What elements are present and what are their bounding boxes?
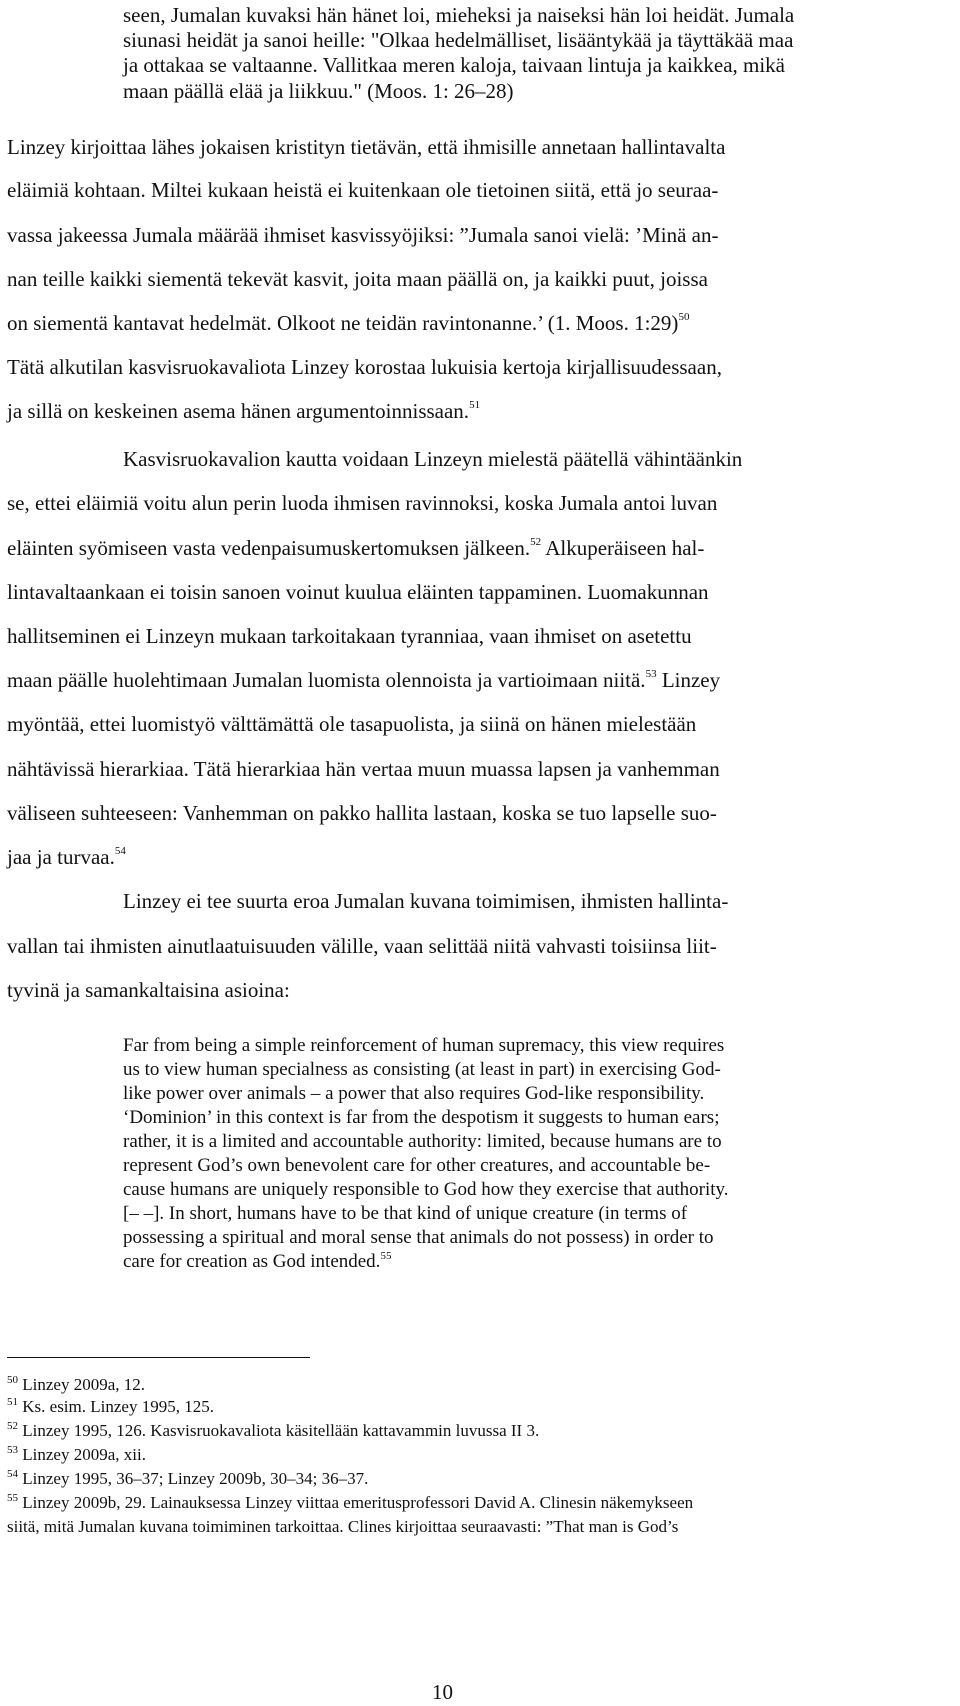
text-line: jaa ja turvaa.$^{54}$ <box>7 845 126 869</box>
text-line: vassa jakeessa Jumala määrää ihmiset kasvissyöjiksi: ”Jumala sanoi vielä: ’Minä an- <box>7 223 719 247</box>
text-line: se, ettei eläimiä voitu alun perin luoda ihmisen ravinnoksi, koska Jumala antoi luvan <box>7 491 718 515</box>
text-line: väliseen suhteeseen: Vanhemman on pakko hallita lastaan, koska se tuo lapselle suo- <box>7 801 717 825</box>
text-line: myöntää, ettei luomistyö välttämättä ole tasapuolista, ja siinä on hänen mielestään <box>7 712 697 736</box>
text-line: tyvinä ja samankaltaisina asioina: <box>7 978 290 1002</box>
footnote: $^{51}$ Ks. esim. Linzey 1995, 125. <box>7 1396 214 1416</box>
text-line: nan teille kaikki siementä tekevät kasvit, joita maan päällä on, ja kaikki puut, joissa <box>7 267 708 291</box>
text-line: ja ottakaa se valtaanne. Vallitkaa meren kaloja, taivaan lintuja ja kaikkea, mikä <box>123 53 786 77</box>
footnote-ref: 53 <box>645 668 657 680</box>
footnote-ref: 52 <box>530 536 542 548</box>
footnote: $^{54}$ Linzey 1995, 36–37; Linzey 2009b, 30–34; 36–37. <box>7 1468 369 1488</box>
text-line: Tätä alkutilan kasvisruokavaliota Linzey korostaa lukuisia kertoja kirjallisuudessaan, <box>7 355 722 379</box>
text-line: nähtävissä hierarkiaa. Tätä hierarkiaa hän vertaa muun muassa lapsen ja vanhemman <box>7 757 720 781</box>
footnote-separator <box>7 1357 310 1358</box>
quote-line: care for creation as God intended.$^{55}$ <box>123 1250 392 1272</box>
footnote-ref: 55 <box>380 1250 392 1262</box>
text-line: Kasvisruokavalion kautta voidaan Linzeyn mielestä päätellä vähintäänkin <box>123 447 743 471</box>
quote-line: cause humans are uniquely responsible to God how they exercise that authority. <box>123 1179 729 1200</box>
text-line: hallitseminen ei Linzeyn mukaan tarkoitakaan tyranniaa, vaan ihmiset on asetettu <box>7 624 692 648</box>
text-line: ja sillä on keskeinen asema hänen argumentoinnissaan.$^{51}$ <box>7 399 481 423</box>
text-line: lintavaltaankaan ei toisin sanoen voinut kuulua eläinten tappaminen. Luomakunnan <box>7 580 709 604</box>
quote-line: represent God’s own benevolent care for other creatures, and accountable be- <box>123 1155 711 1176</box>
footnote: siitä, mitä Jumalan kuvana toimiminen tarkoittaa. Clines kirjoittaa seuraavasti: ”That man is God’s <box>7 1517 679 1536</box>
quote-line: possessing a spiritual and moral sense that animals do not possess) in order to <box>123 1227 714 1248</box>
text-line: eläimiä kohtaan. Miltei kukaan heistä ei kuitenkaan ole tietoinen siitä, että jo seuraa- <box>7 178 719 202</box>
quote-line: [– –]. In short, humans have to be that kind of unique creature (in terms of <box>123 1203 688 1224</box>
text-line: siunasi heidät ja sanoi heille: "Olkaa hedelmälliset, lisääntykää ja täyttäkää maa <box>123 28 794 52</box>
quote-line: us to view human specialness as consisting (at least in part) in exercising God- <box>123 1059 721 1080</box>
footnote: $^{55}$ Linzey 2009b, 29. Lainauksessa Linzey viittaa emeritusprofessori David A. Clinesin näkemykseen <box>7 1492 694 1512</box>
text-line: seen, Jumalan kuvaksi hän hänet loi, mieheksi ja naiseksi hän loi heidät. Jumala <box>123 3 795 27</box>
footnote-ref: 50 <box>678 311 690 323</box>
text-line: Linzey kirjoittaa lähes jokaisen kristityn tietävän, että ihmisille annetaan hallintavalta <box>7 135 726 159</box>
quote-line: like power over animals – a power that also requires God-like responsibility. <box>123 1083 705 1104</box>
quote-line: ‘Dominion’ in this context is far from the despotism it suggests to human ears; <box>123 1107 720 1128</box>
text-line: on siementä kantavat hedelmät. Olkoot ne teidän ravintonanne.’ (1. Moos. 1:29)$^{50}$ <box>7 311 690 335</box>
footnote-ref: 54 <box>114 845 126 857</box>
quote-line: rather, it is a limited and accountable authority: limited, because humans are to <box>123 1131 722 1152</box>
text-line: eläinten syömiseen vasta vedenpaisumuskertomuksen jälkeen.$^{52}$ Alkuperäiseen hal- <box>7 536 705 560</box>
text-line: maan päällä elää ja liikkuu." (Moos. 1: 26‒28) <box>123 79 514 103</box>
footnote-ref: 51 <box>469 399 481 411</box>
footnote: $^{50}$ Linzey 2009a, 12. <box>7 1374 145 1394</box>
text-line: maan päälle huolehtimaan Jumalan luomista olennoista ja vartioimaan niitä.$^{53}$ Linzey <box>7 668 721 692</box>
page-number: 10 <box>432 1680 453 1704</box>
footnote: $^{53}$ Linzey 2009a, xii. <box>7 1444 146 1464</box>
quote-line: Far from being a simple reinforcement of human supremacy, this view requires <box>123 1035 725 1056</box>
footnote: $^{52}$ Linzey 1995, 126. Kasvisruokavaliota käsitellään kattavammin luvussa II 3. <box>7 1420 540 1440</box>
text-line: vallan tai ihmisten ainutlaatuisuuden välille, vaan selittää niitä vahvasti toisiinsa liit- <box>7 934 717 958</box>
text-line: Linzey ei tee suurta eroa Jumalan kuvana toimimisen, ihmisten hallinta- <box>123 889 729 913</box>
